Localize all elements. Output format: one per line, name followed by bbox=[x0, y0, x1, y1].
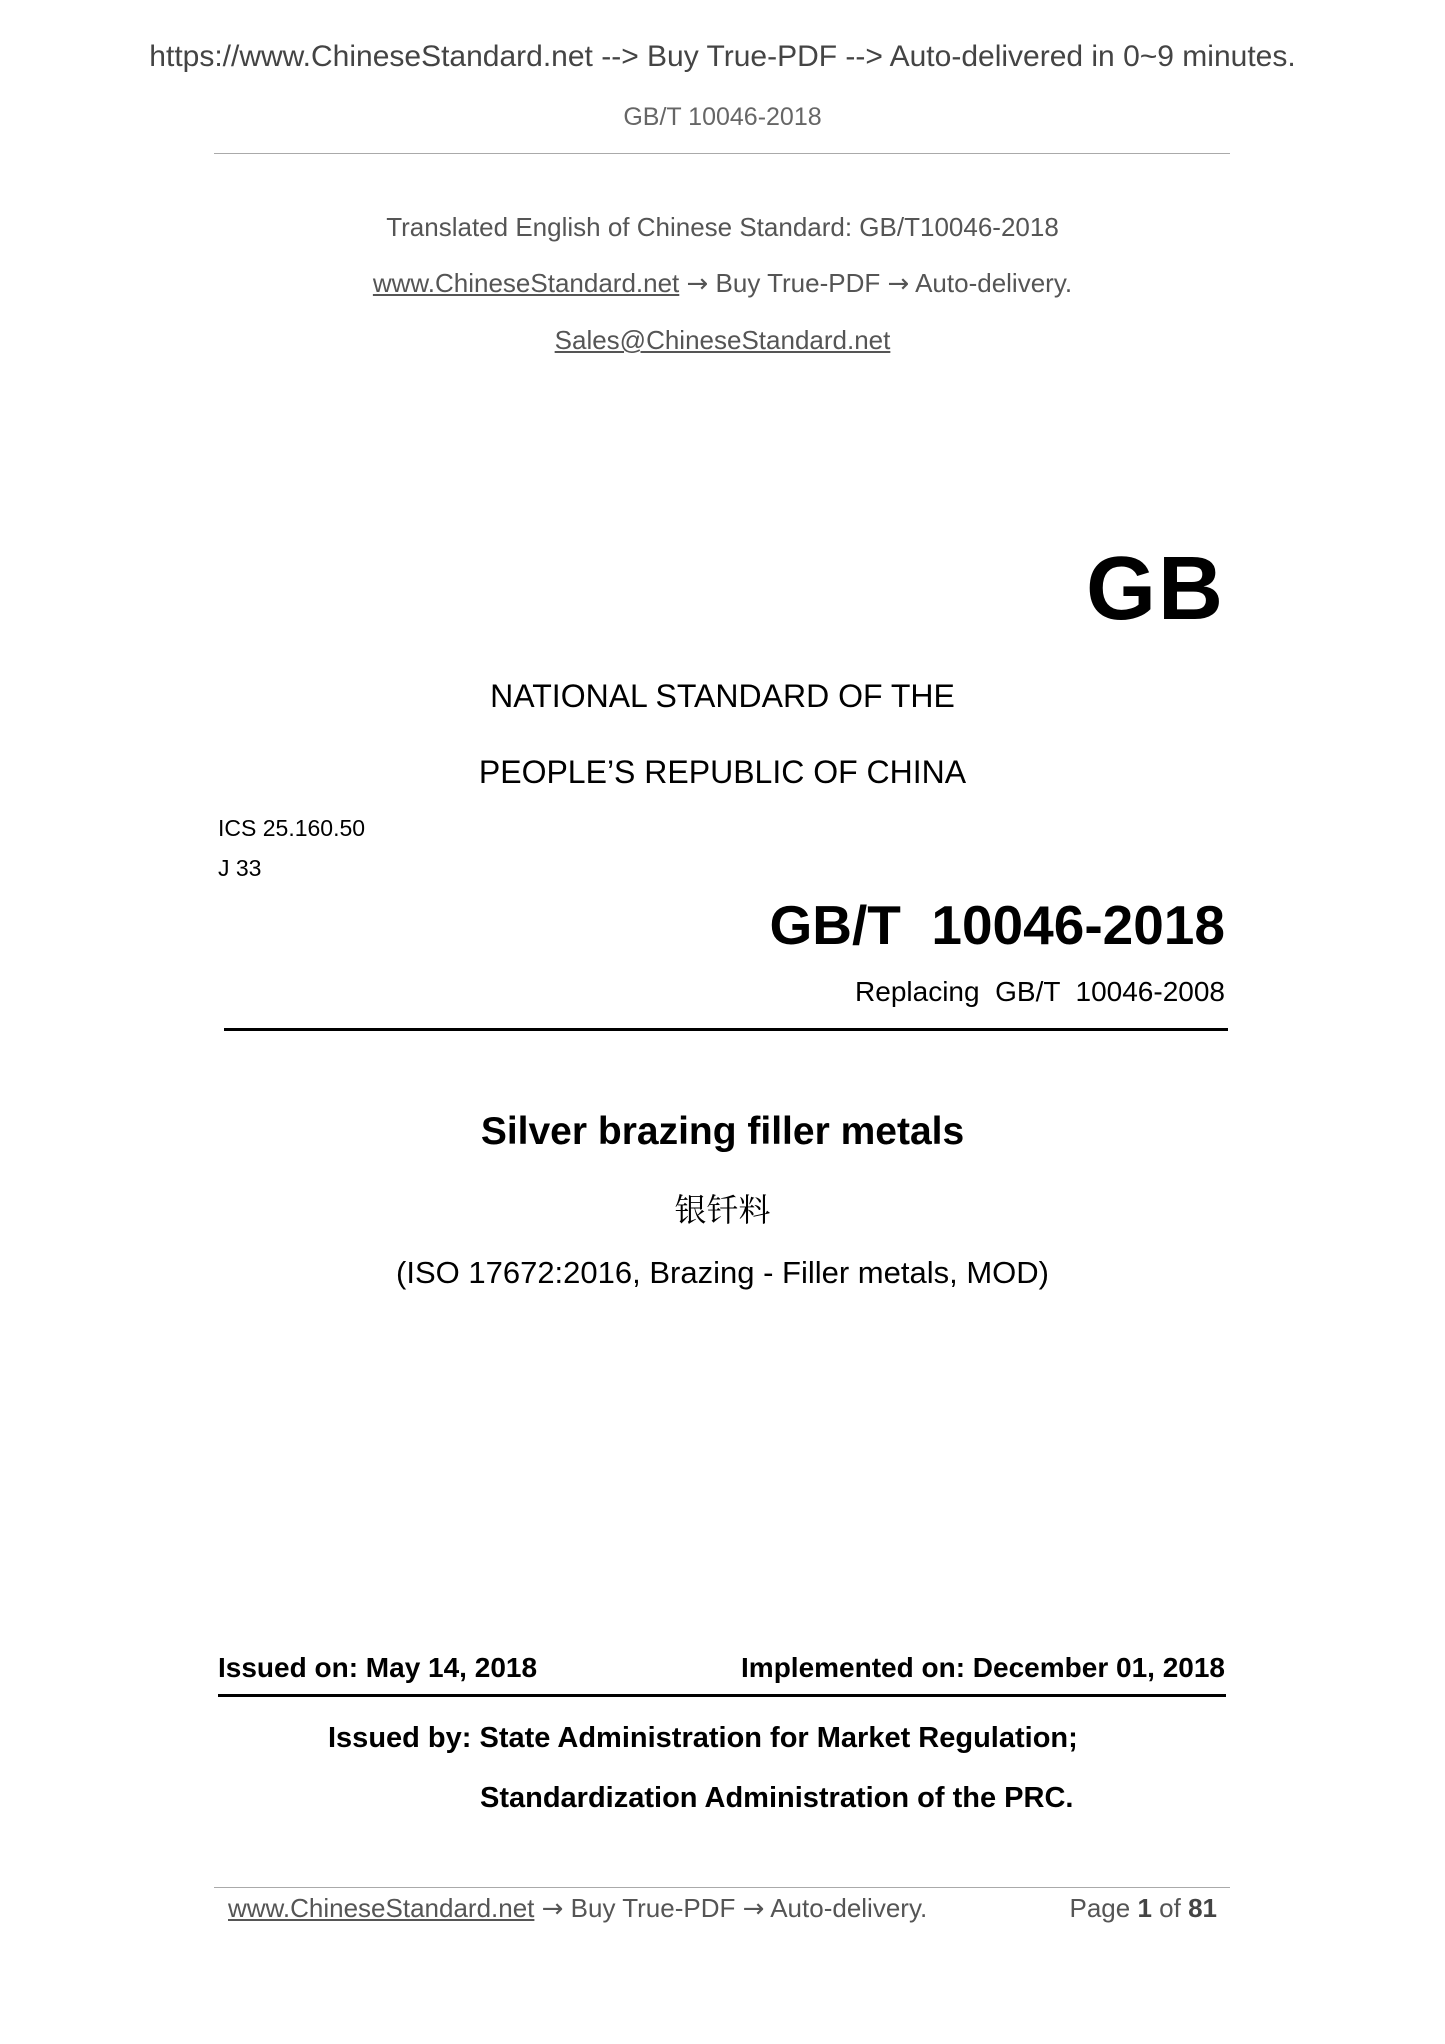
title-chinese: 银钎料 bbox=[674, 1191, 771, 1229]
footer-site-line bbox=[228, 1893, 927, 1924]
gb-mark: GB bbox=[1086, 539, 1225, 639]
page-indicator bbox=[1069, 1893, 1217, 1924]
total-pages: 81 bbox=[1188, 1893, 1217, 1923]
sales-email-link[interactable]: Sales@ChineseStandard.net bbox=[554, 325, 891, 355]
issued-by-line-1: Issued by: State Administration for Market Regulation; bbox=[328, 1722, 1078, 1754]
ccs-code: J 33 bbox=[218, 855, 262, 881]
header-divider bbox=[214, 153, 1230, 154]
national-standard-line-2: PEOPLE’S REPUBLIC OF CHINA bbox=[478, 754, 967, 790]
header-standard-code: GB/T 10046-2018 bbox=[623, 103, 822, 131]
title-iso-reference: (ISO 17672:2016, Brazing - Filler metals, MOD) bbox=[396, 1255, 1049, 1290]
site-line bbox=[0, 268, 1445, 299]
footer-buy-text: Buy True-PDF bbox=[570, 1893, 736, 1923]
main-divider bbox=[224, 1028, 1228, 1031]
right-arrow-icon: → bbox=[686, 269, 709, 299]
title-english: Silver brazing filler metals bbox=[480, 1110, 965, 1153]
sales-line bbox=[0, 325, 1445, 356]
footer-site-link[interactable]: www.ChineseStandard.net bbox=[228, 1893, 535, 1923]
page-number: 1 bbox=[1137, 1893, 1152, 1923]
standard-code: GB/T 10046-2018 bbox=[769, 894, 1225, 956]
footer-auto-delivery-text: Auto-delivery. bbox=[770, 1893, 928, 1923]
translated-line: Translated English of Chinese Standard: GB/T10046-2018 bbox=[386, 212, 1059, 242]
auto-delivery-text: Auto-delivery. bbox=[915, 268, 1073, 298]
national-standard-line-1: NATIONAL STANDARD OF THE bbox=[490, 678, 955, 714]
implemented-on-date: Implemented on: December 01, 2018 bbox=[741, 1652, 1225, 1683]
footer-divider bbox=[214, 1887, 1230, 1888]
right-arrow-icon: → bbox=[541, 1894, 564, 1924]
of-label: of bbox=[1159, 1893, 1181, 1923]
right-arrow-icon: → bbox=[887, 269, 910, 299]
site-link[interactable]: www.ChineseStandard.net bbox=[372, 268, 680, 298]
dates-divider bbox=[218, 1694, 1226, 1697]
replacing-standard: Replacing GB/T 10046-2008 bbox=[855, 976, 1225, 1007]
top-banner: https://www.ChineseStandard.net --> Buy True-PDF --> Auto-delivered in 0~9 minutes. bbox=[149, 40, 1296, 73]
issued-by-line-2: Standardization Administration of the PRC. bbox=[480, 1782, 1074, 1814]
issued-on-date: Issued on: May 14, 2018 bbox=[218, 1652, 538, 1683]
ics-code: ICS 25.160.50 bbox=[218, 815, 366, 841]
right-arrow-icon: → bbox=[742, 1894, 765, 1924]
page-label: Page bbox=[1069, 1893, 1131, 1923]
buy-text: Buy True-PDF bbox=[715, 268, 881, 298]
